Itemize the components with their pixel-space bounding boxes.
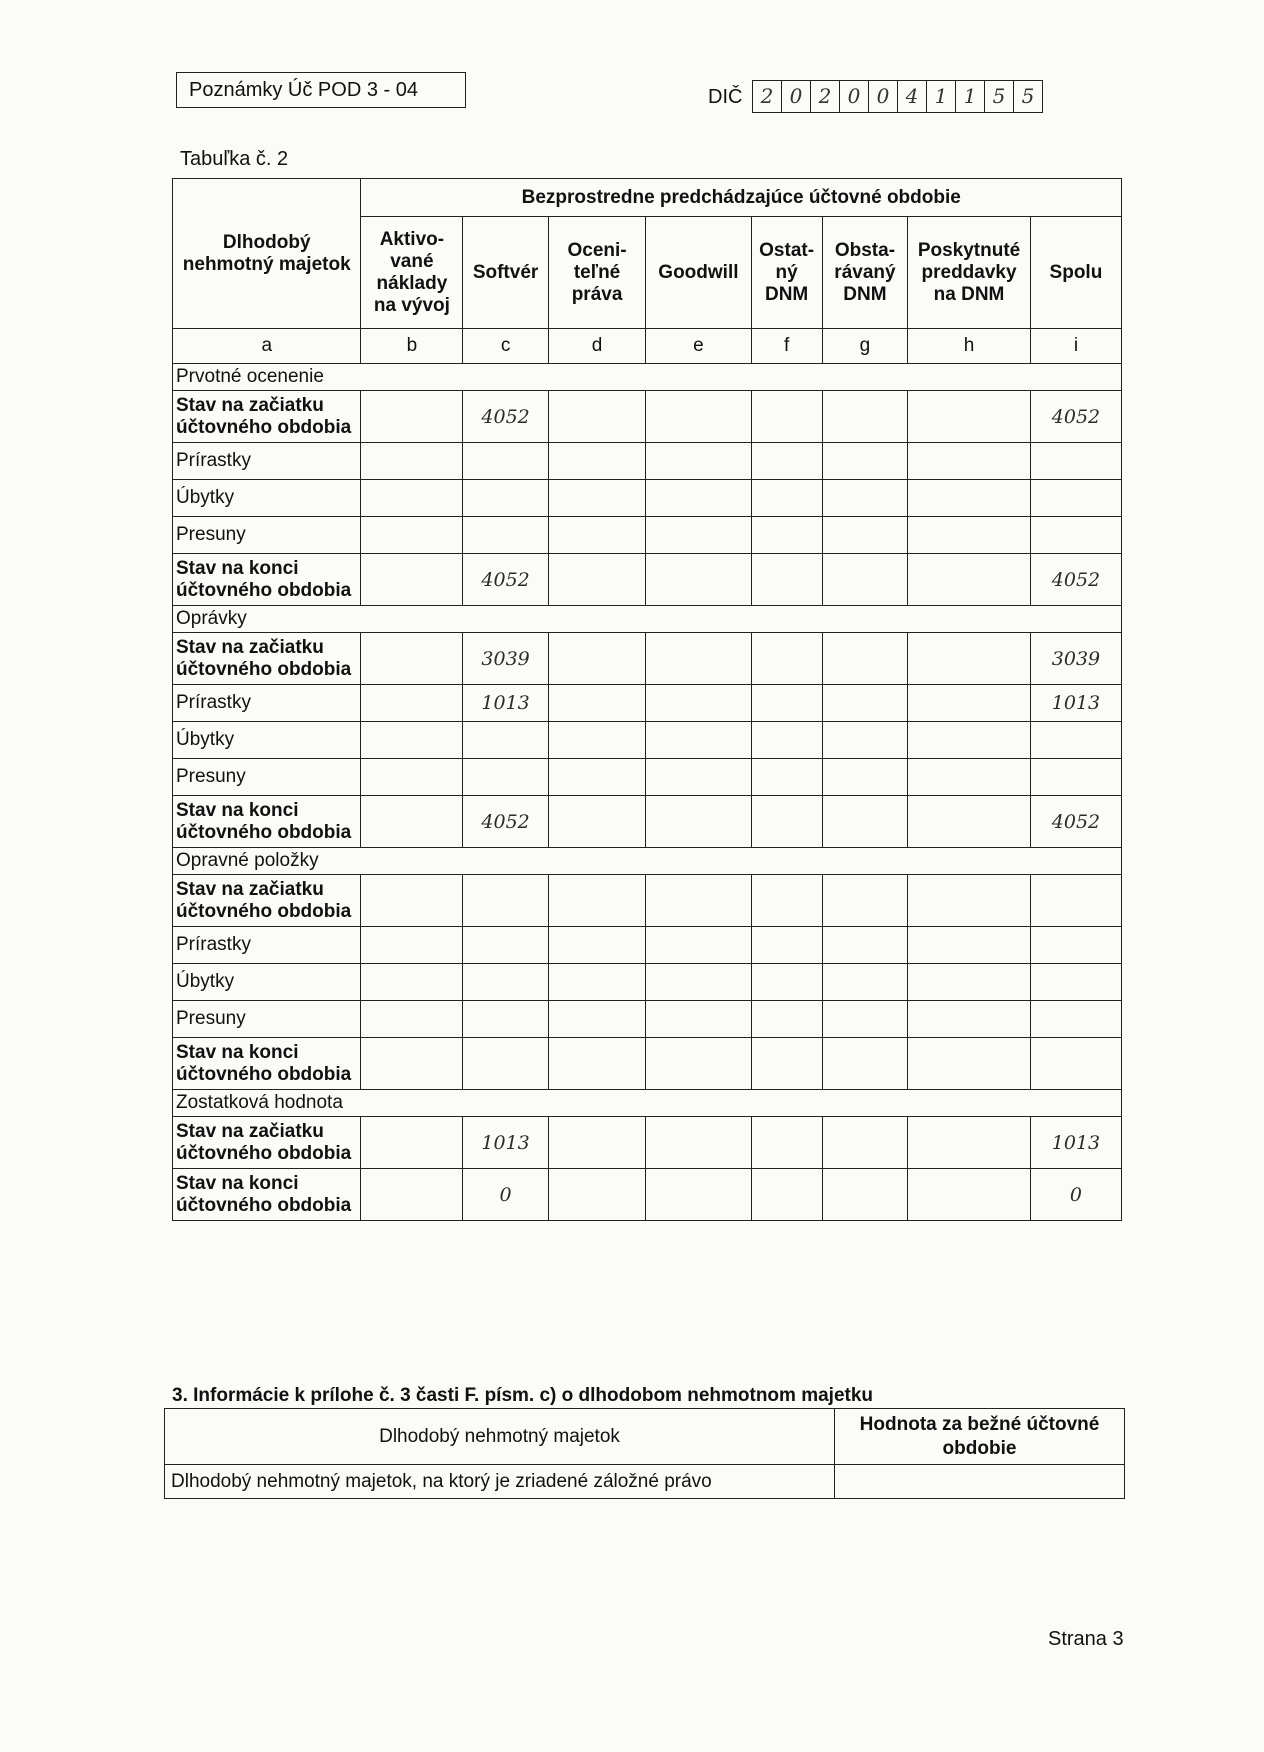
column-letter: h: [908, 329, 1031, 364]
value-cell: [908, 927, 1031, 964]
column-letter: d: [548, 329, 646, 364]
softver-value: [463, 927, 548, 964]
column-letter: f: [751, 329, 822, 364]
dic-digit: 5: [984, 80, 1014, 113]
value-cell: [822, 964, 907, 1001]
value-cell: [646, 927, 751, 964]
value-cell: [646, 796, 751, 848]
value-cell: [548, 927, 646, 964]
dic-digit: 4: [897, 80, 927, 113]
value-cell: [646, 685, 751, 722]
spolu-value: [1030, 517, 1121, 554]
value-cell: [548, 685, 646, 722]
value-cell: [361, 443, 463, 480]
table-pledged-dnm: [164, 1408, 1125, 1499]
dic-digit: 5: [1013, 80, 1043, 113]
column-header: Ostat-ný DNM: [751, 217, 822, 329]
value-cell: [822, 1001, 907, 1038]
row-label: Úbytky: [173, 722, 361, 759]
spolu-value: 4052: [1030, 796, 1121, 848]
value-cell: [908, 1117, 1031, 1169]
value-cell: [908, 875, 1031, 927]
spolu-value: [1030, 1038, 1121, 1090]
value-cell: [908, 722, 1031, 759]
value-cell: [646, 759, 751, 796]
value-cell: [908, 964, 1031, 1001]
row-label: Úbytky: [173, 964, 361, 1001]
value-cell: [361, 1169, 463, 1221]
spolu-value: [1030, 875, 1121, 927]
value-cell: [822, 927, 907, 964]
row-label: Úbytky: [173, 480, 361, 517]
value-cell: [548, 633, 646, 685]
dic-digit: 1: [955, 80, 985, 113]
value-cell: [361, 1038, 463, 1090]
value-cell: [548, 1038, 646, 1090]
row-label: Stav na začiatku účtovného obdobia: [173, 633, 361, 685]
softver-value: [463, 517, 548, 554]
column-letter: a: [173, 329, 361, 364]
column-header: Softvér: [463, 217, 548, 329]
form-title: Poznámky Úč POD 3 - 04: [176, 72, 466, 108]
value-cell: [361, 796, 463, 848]
value-cell: [361, 554, 463, 606]
pledged-row-value: [835, 1465, 1125, 1499]
column-letter: g: [822, 329, 907, 364]
value-cell: [822, 391, 907, 443]
value-cell: [646, 1117, 751, 1169]
row-label: Prírastky: [173, 443, 361, 480]
softver-value: [463, 875, 548, 927]
value-cell: [548, 759, 646, 796]
row-label: Stav na konci účtovného obdobia: [173, 554, 361, 606]
value-cell: [822, 480, 907, 517]
value-cell: [751, 759, 822, 796]
column-header: Aktivo-vané náklady na vývoj: [361, 217, 463, 329]
value-cell: [751, 554, 822, 606]
value-cell: [822, 517, 907, 554]
value-cell: [548, 391, 646, 443]
row-label: Stav na konci účtovného obdobia: [173, 1169, 361, 1221]
row-label: Stav na začiatku účtovného obdobia: [173, 1117, 361, 1169]
row-label: Stav na konci účtovného obdobia: [173, 796, 361, 848]
spolu-value: [1030, 443, 1121, 480]
value-cell: [908, 759, 1031, 796]
dic-label: DIČ: [708, 86, 743, 108]
dic-digit: 2: [810, 80, 840, 113]
value-cell: [822, 443, 907, 480]
spolu-value: 4052: [1030, 391, 1121, 443]
value-cell: [751, 796, 822, 848]
section-title: Zostatková hodnota: [173, 1090, 1122, 1117]
value-cell: [822, 685, 907, 722]
spolu-value: [1030, 964, 1121, 1001]
value-cell: [646, 633, 751, 685]
section-title: Prvotné ocenenie: [173, 364, 1122, 391]
value-cell: [908, 517, 1031, 554]
softver-value: 4052: [463, 391, 548, 443]
value-cell: [822, 554, 907, 606]
softver-value: 1013: [463, 685, 548, 722]
spolu-value: [1030, 927, 1121, 964]
value-cell: [548, 875, 646, 927]
col1-header: Dlhodobý nehmotný majetok: [165, 1409, 835, 1465]
column-header: Obsta-rávaný DNM: [822, 217, 907, 329]
softver-value: 0: [463, 1169, 548, 1221]
value-cell: [361, 517, 463, 554]
row-label: Presuny: [173, 759, 361, 796]
row-label: Presuny: [173, 517, 361, 554]
dic-digit: 2: [752, 80, 782, 113]
spolu-value: [1030, 480, 1121, 517]
table-caption: Tabuľka č. 2: [180, 148, 289, 170]
value-cell: [822, 722, 907, 759]
value-cell: [361, 633, 463, 685]
spolu-value: 3039: [1030, 633, 1121, 685]
value-cell: [361, 685, 463, 722]
softver-value: 4052: [463, 554, 548, 606]
value-cell: [822, 633, 907, 685]
softver-value: [463, 722, 548, 759]
value-cell: [361, 759, 463, 796]
value-cell: [646, 391, 751, 443]
value-cell: [751, 927, 822, 964]
value-cell: [646, 875, 751, 927]
column-header: Oceni-teľné práva: [548, 217, 646, 329]
value-cell: [361, 1001, 463, 1038]
section-title: Oprávky: [173, 606, 1122, 633]
value-cell: [361, 1117, 463, 1169]
value-cell: [908, 554, 1031, 606]
value-cell: [646, 1169, 751, 1221]
value-cell: [751, 633, 822, 685]
spolu-value: 1013: [1030, 685, 1121, 722]
spolu-value: [1030, 722, 1121, 759]
column-header: Spolu: [1030, 217, 1121, 329]
value-cell: [751, 517, 822, 554]
value-cell: [646, 554, 751, 606]
value-cell: [751, 1117, 822, 1169]
page-number: Strana 3: [1048, 1628, 1124, 1650]
softver-value: [463, 480, 548, 517]
spolu-value: 1013: [1030, 1117, 1121, 1169]
column-letter: c: [463, 329, 548, 364]
value-cell: [646, 964, 751, 1001]
value-cell: [908, 1038, 1031, 1090]
value-cell: [822, 796, 907, 848]
value-cell: [908, 633, 1031, 685]
value-cell: [751, 391, 822, 443]
dic-digit: 0: [868, 80, 898, 113]
value-cell: [822, 1038, 907, 1090]
softver-value: [463, 1038, 548, 1090]
value-cell: [548, 964, 646, 1001]
softver-value: 1013: [463, 1117, 548, 1169]
value-cell: [548, 722, 646, 759]
value-cell: [548, 796, 646, 848]
table-dnm-previous-period: [172, 178, 1122, 1221]
value-cell: [751, 480, 822, 517]
pledged-row-label: Dlhodobý nehmotný majetok, na ktorý je zriadené záložné právo: [165, 1465, 835, 1499]
value-cell: [548, 480, 646, 517]
value-cell: [548, 554, 646, 606]
value-cell: [361, 391, 463, 443]
softver-value: [463, 443, 548, 480]
softver-value: 3039: [463, 633, 548, 685]
column-header: Goodwill: [646, 217, 751, 329]
row-label: Stav na konci účtovného obdobia: [173, 1038, 361, 1090]
row-label: Stav na začiatku účtovného obdobia: [173, 875, 361, 927]
value-cell: [361, 964, 463, 1001]
value-cell: [548, 1117, 646, 1169]
value-cell: [908, 480, 1031, 517]
row-label: Prírastky: [173, 685, 361, 722]
value-cell: [361, 875, 463, 927]
group-header: Bezprostredne predchádzajúce účtovné obdobie: [361, 179, 1122, 217]
column-letter: b: [361, 329, 463, 364]
spolu-value: 0: [1030, 1169, 1121, 1221]
softver-value: [463, 759, 548, 796]
column-letter: i: [1030, 329, 1121, 364]
row-label: Stav na začiatku účtovného obdobia: [173, 391, 361, 443]
dic-digit: 0: [839, 80, 869, 113]
value-cell: [646, 480, 751, 517]
value-cell: [646, 1001, 751, 1038]
value-cell: [908, 443, 1031, 480]
value-cell: [822, 759, 907, 796]
value-cell: [548, 1169, 646, 1221]
value-cell: [822, 1169, 907, 1221]
softver-value: [463, 964, 548, 1001]
spolu-value: [1030, 1001, 1121, 1038]
value-cell: [751, 964, 822, 1001]
value-cell: [908, 1001, 1031, 1038]
value-cell: [361, 927, 463, 964]
value-cell: [646, 517, 751, 554]
value-cell: [646, 443, 751, 480]
col2-header: Hodnota za bežné účtovné obdobie: [835, 1409, 1125, 1465]
row-header: Dlhodobý nehmotný majetok: [173, 179, 361, 329]
dic-digit: 1: [926, 80, 956, 113]
softver-value: 4052: [463, 796, 548, 848]
value-cell: [361, 480, 463, 517]
value-cell: [751, 685, 822, 722]
value-cell: [548, 443, 646, 480]
value-cell: [908, 685, 1031, 722]
section3-title: 3. Informácie k prílohe č. 3 časti F. písm. c) o dlhodobom nehmotnom majetku: [172, 1385, 874, 1406]
value-cell: [361, 722, 463, 759]
column-letter: e: [646, 329, 751, 364]
value-cell: [751, 1001, 822, 1038]
dic-digit: 0: [781, 80, 811, 113]
value-cell: [908, 796, 1031, 848]
value-cell: [548, 1001, 646, 1038]
value-cell: [751, 875, 822, 927]
row-label: Prírastky: [173, 927, 361, 964]
value-cell: [822, 875, 907, 927]
value-cell: [751, 1038, 822, 1090]
softver-value: [463, 1001, 548, 1038]
row-label: Presuny: [173, 1001, 361, 1038]
spolu-value: [1030, 759, 1121, 796]
spolu-value: 4052: [1030, 554, 1121, 606]
column-header: Poskytnuté preddavky na DNM: [908, 217, 1031, 329]
value-cell: [751, 722, 822, 759]
value-cell: [908, 1169, 1031, 1221]
value-cell: [908, 391, 1031, 443]
value-cell: [822, 1117, 907, 1169]
value-cell: [646, 1038, 751, 1090]
section-title: Opravné položky: [173, 848, 1122, 875]
value-cell: [646, 722, 751, 759]
value-cell: [751, 443, 822, 480]
value-cell: [751, 1169, 822, 1221]
value-cell: [548, 517, 646, 554]
